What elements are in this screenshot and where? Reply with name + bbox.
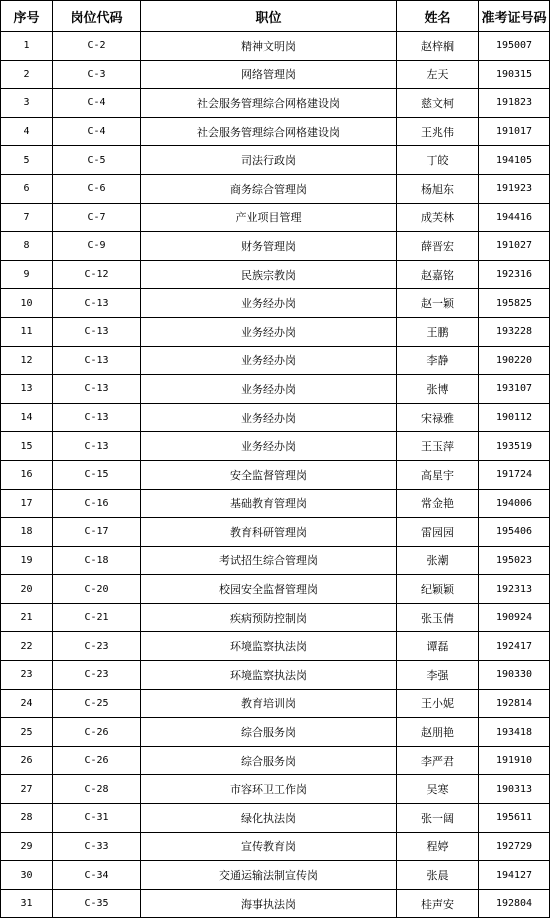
cell-no: 30 bbox=[1, 861, 53, 890]
cell-no: 18 bbox=[1, 518, 53, 547]
cell-code: C-13 bbox=[53, 346, 141, 375]
cell-ticket: 194127 bbox=[479, 861, 550, 890]
table-row bbox=[1, 432, 550, 461]
cell-code: C-17 bbox=[53, 518, 141, 547]
header-code: 岗位代码 bbox=[53, 1, 141, 32]
cell-ticket: 191923 bbox=[479, 174, 550, 203]
cell-ticket: 191017 bbox=[479, 117, 550, 146]
cell-name: 张晨 bbox=[397, 861, 479, 890]
cell-no: 9 bbox=[1, 260, 53, 289]
table-row bbox=[1, 146, 550, 175]
table-row bbox=[1, 460, 550, 489]
cell-position: 社会服务管理综合网格建设岗 bbox=[141, 117, 397, 146]
cell-no: 6 bbox=[1, 174, 53, 203]
table-row bbox=[1, 546, 550, 575]
cell-ticket: 191823 bbox=[479, 89, 550, 118]
cell-name: 雷园园 bbox=[397, 518, 479, 547]
cell-no: 13 bbox=[1, 375, 53, 404]
cell-code: C-28 bbox=[53, 775, 141, 804]
cell-position: 交通运输法制宣传岗 bbox=[141, 861, 397, 890]
cell-no: 11 bbox=[1, 317, 53, 346]
table-row bbox=[1, 403, 550, 432]
table-row bbox=[1, 232, 550, 261]
cell-code: C-13 bbox=[53, 289, 141, 318]
cell-ticket: 190924 bbox=[479, 603, 550, 632]
table-row bbox=[1, 889, 550, 918]
cell-name: 王玉萍 bbox=[397, 432, 479, 461]
cell-name: 王兆伟 bbox=[397, 117, 479, 146]
cell-name: 赵梓榈 bbox=[397, 32, 479, 61]
cell-position: 市容环卫工作岗 bbox=[141, 775, 397, 804]
cell-code: C-33 bbox=[53, 832, 141, 861]
cell-no: 7 bbox=[1, 203, 53, 232]
cell-name: 李严君 bbox=[397, 746, 479, 775]
cell-no: 8 bbox=[1, 232, 53, 261]
cell-name: 张潮 bbox=[397, 546, 479, 575]
cell-code: C-12 bbox=[53, 260, 141, 289]
cell-ticket: 190220 bbox=[479, 346, 550, 375]
cell-code: C-26 bbox=[53, 746, 141, 775]
cell-name: 吴寒 bbox=[397, 775, 479, 804]
cell-name: 张博 bbox=[397, 375, 479, 404]
header-no: 序号 bbox=[1, 1, 53, 32]
cell-name: 成芙林 bbox=[397, 203, 479, 232]
table-row bbox=[1, 832, 550, 861]
cell-name: 薛晋宏 bbox=[397, 232, 479, 261]
table-row bbox=[1, 861, 550, 890]
table-row bbox=[1, 718, 550, 747]
cell-ticket: 194416 bbox=[479, 203, 550, 232]
cell-no: 29 bbox=[1, 832, 53, 861]
cell-no: 31 bbox=[1, 889, 53, 918]
cell-code: C-9 bbox=[53, 232, 141, 261]
cell-code: C-13 bbox=[53, 317, 141, 346]
cell-ticket: 193228 bbox=[479, 317, 550, 346]
cell-no: 19 bbox=[1, 546, 53, 575]
cell-code: C-4 bbox=[53, 89, 141, 118]
cell-name: 常金艳 bbox=[397, 489, 479, 518]
table-row bbox=[1, 117, 550, 146]
cell-code: C-31 bbox=[53, 804, 141, 833]
table-row bbox=[1, 203, 550, 232]
cell-position: 安全监督管理岗 bbox=[141, 460, 397, 489]
cell-code: C-20 bbox=[53, 575, 141, 604]
cell-ticket: 190112 bbox=[479, 403, 550, 432]
cell-no: 4 bbox=[1, 117, 53, 146]
cell-ticket: 195825 bbox=[479, 289, 550, 318]
cell-code: C-2 bbox=[53, 32, 141, 61]
cell-ticket: 195611 bbox=[479, 804, 550, 833]
cell-position: 教育科研管理岗 bbox=[141, 518, 397, 547]
cell-position: 业务经办岗 bbox=[141, 432, 397, 461]
table-row bbox=[1, 746, 550, 775]
cell-position: 环境监察执法岗 bbox=[141, 632, 397, 661]
cell-name: 慈文柯 bbox=[397, 89, 479, 118]
cell-position: 司法行政岗 bbox=[141, 146, 397, 175]
cell-ticket: 193519 bbox=[479, 432, 550, 461]
cell-code: C-13 bbox=[53, 375, 141, 404]
table-row bbox=[1, 489, 550, 518]
cell-no: 5 bbox=[1, 146, 53, 175]
cell-position: 商务综合管理岗 bbox=[141, 174, 397, 203]
table-row bbox=[1, 375, 550, 404]
cell-position: 海事执法岗 bbox=[141, 889, 397, 918]
cell-ticket: 193418 bbox=[479, 718, 550, 747]
cell-name: 桂声安 bbox=[397, 889, 479, 918]
cell-name: 李静 bbox=[397, 346, 479, 375]
cell-code: C-23 bbox=[53, 632, 141, 661]
cell-position: 业务经办岗 bbox=[141, 375, 397, 404]
cell-ticket: 192417 bbox=[479, 632, 550, 661]
cell-position: 精神文明岗 bbox=[141, 32, 397, 61]
header-row bbox=[1, 1, 550, 32]
cell-ticket: 194006 bbox=[479, 489, 550, 518]
cell-code: C-16 bbox=[53, 489, 141, 518]
header-ticket: 准考证号码 bbox=[479, 1, 550, 32]
cell-name: 程婷 bbox=[397, 832, 479, 861]
cell-position: 业务经办岗 bbox=[141, 317, 397, 346]
cell-no: 26 bbox=[1, 746, 53, 775]
table-header bbox=[1, 1, 550, 32]
table-row bbox=[1, 603, 550, 632]
cell-code: C-7 bbox=[53, 203, 141, 232]
table-row bbox=[1, 317, 550, 346]
cell-ticket: 192313 bbox=[479, 575, 550, 604]
cell-ticket: 191724 bbox=[479, 460, 550, 489]
cell-code: C-5 bbox=[53, 146, 141, 175]
cell-name: 丁皎 bbox=[397, 146, 479, 175]
table-row bbox=[1, 89, 550, 118]
table-row bbox=[1, 289, 550, 318]
cell-no: 23 bbox=[1, 661, 53, 690]
cell-position: 教育培训岗 bbox=[141, 689, 397, 718]
cell-code: C-6 bbox=[53, 174, 141, 203]
table-row bbox=[1, 661, 550, 690]
cell-code: C-21 bbox=[53, 603, 141, 632]
cell-position: 综合服务岗 bbox=[141, 746, 397, 775]
cell-name: 王鹏 bbox=[397, 317, 479, 346]
cell-name: 张玉倩 bbox=[397, 603, 479, 632]
cell-name: 谭磊 bbox=[397, 632, 479, 661]
table-row bbox=[1, 518, 550, 547]
cell-code: C-23 bbox=[53, 661, 141, 690]
cell-code: C-26 bbox=[53, 718, 141, 747]
cell-code: C-35 bbox=[53, 889, 141, 918]
cell-no: 16 bbox=[1, 460, 53, 489]
table-row bbox=[1, 689, 550, 718]
cell-name: 纪颖颖 bbox=[397, 575, 479, 604]
cell-no: 14 bbox=[1, 403, 53, 432]
cell-position: 产业项目管理 bbox=[141, 203, 397, 232]
cell-no: 28 bbox=[1, 804, 53, 833]
header-name: 姓名 bbox=[397, 1, 479, 32]
cell-ticket: 192814 bbox=[479, 689, 550, 718]
table-row bbox=[1, 775, 550, 804]
cell-ticket: 191910 bbox=[479, 746, 550, 775]
table-row bbox=[1, 575, 550, 604]
cell-position: 业务经办岗 bbox=[141, 289, 397, 318]
cell-code: C-13 bbox=[53, 403, 141, 432]
cell-no: 27 bbox=[1, 775, 53, 804]
cell-position: 网络管理岗 bbox=[141, 60, 397, 89]
cell-ticket: 192804 bbox=[479, 889, 550, 918]
cell-no: 17 bbox=[1, 489, 53, 518]
table-row bbox=[1, 32, 550, 61]
cell-no: 25 bbox=[1, 718, 53, 747]
cell-ticket: 191027 bbox=[479, 232, 550, 261]
table-row bbox=[1, 346, 550, 375]
cell-code: C-4 bbox=[53, 117, 141, 146]
cell-position: 基础教育管理岗 bbox=[141, 489, 397, 518]
cell-position: 业务经办岗 bbox=[141, 346, 397, 375]
cell-position: 环境监察执法岗 bbox=[141, 661, 397, 690]
cell-no: 21 bbox=[1, 603, 53, 632]
cell-position: 考试招生综合管理岗 bbox=[141, 546, 397, 575]
table-body bbox=[1, 32, 550, 918]
cell-position: 社会服务管理综合网格建设岗 bbox=[141, 89, 397, 118]
cell-code: C-34 bbox=[53, 861, 141, 890]
table-row bbox=[1, 632, 550, 661]
cell-no: 10 bbox=[1, 289, 53, 318]
cell-ticket: 190330 bbox=[479, 661, 550, 690]
cell-position: 财务管理岗 bbox=[141, 232, 397, 261]
cell-ticket: 195023 bbox=[479, 546, 550, 575]
cell-name: 赵朋艳 bbox=[397, 718, 479, 747]
cell-no: 15 bbox=[1, 432, 53, 461]
cell-ticket: 190315 bbox=[479, 60, 550, 89]
cell-position: 宣传教育岗 bbox=[141, 832, 397, 861]
cell-ticket: 192729 bbox=[479, 832, 550, 861]
cell-code: C-13 bbox=[53, 432, 141, 461]
cell-ticket: 195007 bbox=[479, 32, 550, 61]
cell-no: 20 bbox=[1, 575, 53, 604]
table-row bbox=[1, 260, 550, 289]
cell-no: 2 bbox=[1, 60, 53, 89]
cell-no: 3 bbox=[1, 89, 53, 118]
header-position: 职位 bbox=[141, 1, 397, 32]
cell-position: 综合服务岗 bbox=[141, 718, 397, 747]
cell-no: 22 bbox=[1, 632, 53, 661]
cell-name: 赵一颖 bbox=[397, 289, 479, 318]
table-row bbox=[1, 804, 550, 833]
table-row bbox=[1, 60, 550, 89]
cell-ticket: 195406 bbox=[479, 518, 550, 547]
cell-position: 疾病预防控制岗 bbox=[141, 603, 397, 632]
cell-ticket: 194105 bbox=[479, 146, 550, 175]
cell-code: C-3 bbox=[53, 60, 141, 89]
table-row bbox=[1, 174, 550, 203]
cell-name: 张一阔 bbox=[397, 804, 479, 833]
cell-name: 杨旭东 bbox=[397, 174, 479, 203]
cell-name: 左天 bbox=[397, 60, 479, 89]
cell-name: 宋禄雅 bbox=[397, 403, 479, 432]
cell-name: 王小妮 bbox=[397, 689, 479, 718]
cell-position: 业务经办岗 bbox=[141, 403, 397, 432]
cell-position: 校园安全监督管理岗 bbox=[141, 575, 397, 604]
cell-code: C-15 bbox=[53, 460, 141, 489]
cell-no: 12 bbox=[1, 346, 53, 375]
cell-code: C-18 bbox=[53, 546, 141, 575]
cell-position: 绿化执法岗 bbox=[141, 804, 397, 833]
cell-no: 24 bbox=[1, 689, 53, 718]
cell-code: C-25 bbox=[53, 689, 141, 718]
cell-no: 1 bbox=[1, 32, 53, 61]
cell-position: 民族宗教岗 bbox=[141, 260, 397, 289]
cell-ticket: 193107 bbox=[479, 375, 550, 404]
cell-name: 高星宇 bbox=[397, 460, 479, 489]
cell-ticket: 192316 bbox=[479, 260, 550, 289]
cell-ticket: 190313 bbox=[479, 775, 550, 804]
cell-name: 赵嘉铭 bbox=[397, 260, 479, 289]
cell-name: 李强 bbox=[397, 661, 479, 690]
